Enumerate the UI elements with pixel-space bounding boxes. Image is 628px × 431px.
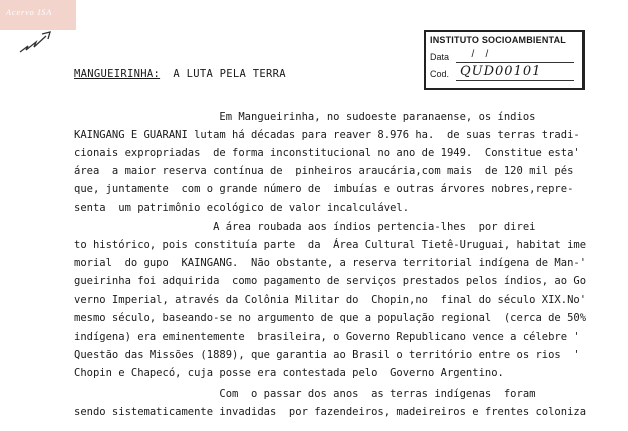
body-line: A área roubada aos índios pertencia-lhes por direi [74, 221, 536, 233]
body-line: KAINGANG E GUARANI lutam há décadas para reaver 8.976 ha. de suas terras tradi- [74, 129, 580, 141]
body-line: morial do gupo KAINGANG. Não obstante, a reserva territorial indígena de Man-' [74, 257, 587, 269]
body-line: que, juntamente com o grande número de imbuías e outras árvores nobres,repre- [74, 183, 574, 195]
body-line: senta um patrimônio ecológico de valor incalculável. [74, 202, 410, 214]
stamp-institution-name: INSTITUTO SOCIOAMBIENTAL [430, 35, 566, 45]
institution-stamp [424, 30, 585, 90]
stamp-date-label: Data [430, 52, 450, 62]
document-title [74, 68, 286, 80]
archive-logo-text: Acervo ISA [6, 8, 53, 17]
body-line: gueirinha foi adquirida como pagamento de serviços prestados pelos índios, ao Go [74, 275, 587, 287]
body-line: área a maior reserva contínua de pinheiros araucária,com mais de 120 mil pés [74, 165, 574, 177]
stamp-code-label: Cod. [430, 69, 450, 79]
body-line: Em Mangueirinha, no sudoeste paranaense, os índios [74, 111, 536, 123]
pen-scribble-icon [18, 30, 58, 56]
body-line: indígena) era eminentemente brasileira, o Governo Republicano vence a célebre ' [74, 331, 580, 343]
stamp-code-line [456, 80, 574, 81]
body-line: Chopin e Chapecó, cuja posse era contestada pelo Governo Argentino. [74, 367, 504, 379]
document-title-sub: A LUTA PELA TERRA [160, 68, 286, 80]
body-line: mesmo século, baseando-se no argumento de que a população regional (cerca de 50% [74, 312, 587, 324]
body-line: cionais expropriadas de forma inconstitucional no ano de 1949. Constitue esta' [74, 147, 580, 159]
body-line: sendo sistematicamente invadidas por fazendeiros, madeireiros e frentes coloniza [74, 406, 587, 418]
body-line: verno Imperial, através da Colônia Militar do Chopin,no final do século XIX.No' [74, 294, 587, 306]
body-line: Com o passar dos anos as terras indígenas foram [74, 388, 536, 400]
stamp-date-line [456, 62, 574, 63]
body-line: Questão das Missões (1889), que garantia ao Brasil o território entre os rios ' [74, 349, 580, 361]
stamp-code-value: QUD00101 [460, 64, 542, 79]
body-line: to histórico, pois constituía parte da Área Cultural Tietê-Uruguai, habitat ime [74, 239, 587, 251]
stamp-date-value: / / [466, 49, 489, 60]
document-title-main: MANGUEIRINHA: [74, 68, 161, 80]
archive-logo-mark [0, 0, 76, 30]
